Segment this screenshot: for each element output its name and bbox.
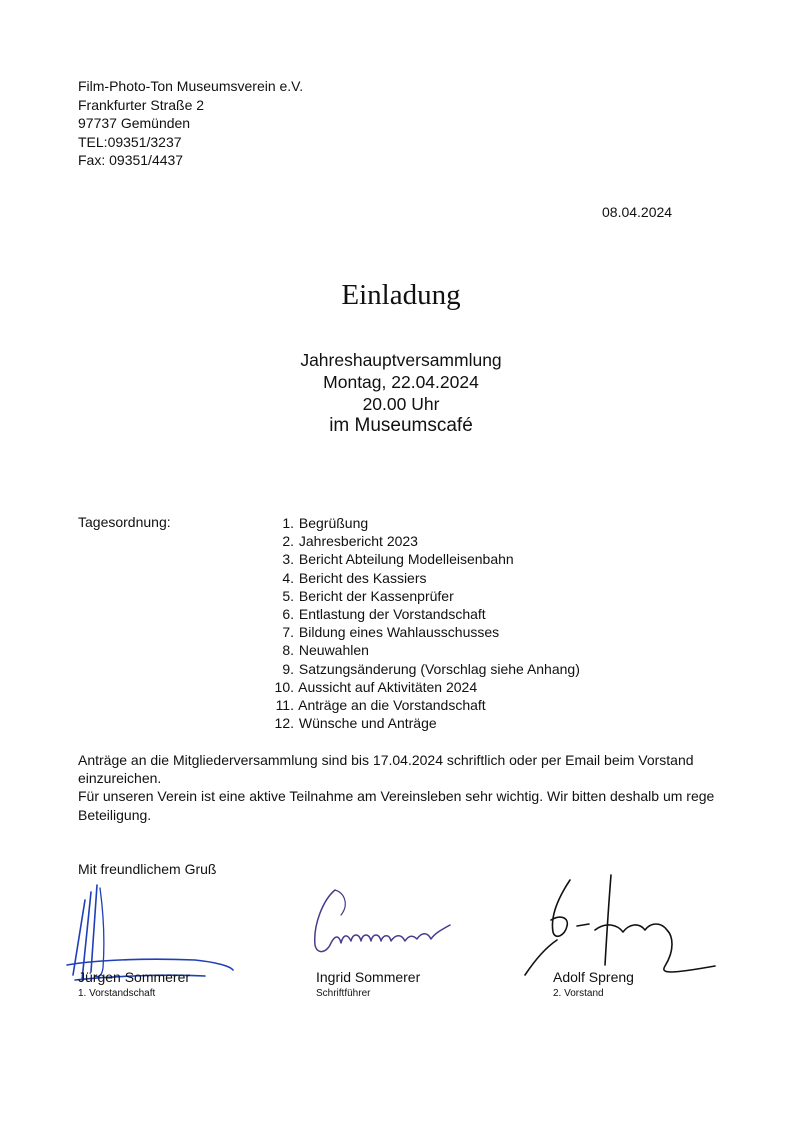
sender-name: Film-Photo-Ton Museumsverein e.V. [78,78,304,94]
signatory-name-1: Jürgen Sommerer [78,969,191,985]
agenda-item [260,569,580,587]
agenda-item [260,623,580,641]
agenda-item-number: 4. [282,569,294,586]
agenda-item-number: 11. [275,697,294,714]
event-details [0,349,802,437]
event-place: im Museumscafé [329,415,473,436]
signatory-name-2: Ingrid Sommerer [316,969,421,985]
agenda-item-number: 12. [274,715,294,732]
agenda-item-text: Bericht Abteilung Modelleisenbahn [298,551,514,568]
agenda-item [260,532,580,550]
agenda-item-text: Wünsche und Anträge [298,715,437,732]
sender-street: Frankfurter Straße 2 [78,96,205,113]
agenda-item-text: Aussicht auf Aktivitäten 2024 [298,678,478,695]
agenda-item-number: 9. [282,660,294,677]
agenda-item-text: Jahresbericht 2023 [298,533,418,550]
event-day: Montag, 22.04.2024 [323,372,479,392]
agenda-item-text: Bildung eines Wahlausschusses [298,624,500,641]
closing-greeting: Mit freundlichem Gruß [78,861,217,877]
document-title: Einladung [341,279,461,311]
sender-city: 97737 Gemünden [78,115,191,131]
agenda-item-text: Bericht der Kassenprüfer [298,587,454,604]
agenda-item-number: 3. [282,551,294,568]
letter-date: 08.04.2024 [602,204,673,220]
body-paragraph-participation: Für unseren Verein ist eine aktive Teilnahme am Vereinsleben sehr wichtig. Wir bitten deshalb um rege Beteiligung. [78,788,715,823]
signatory-role-1: 1. Vorstandschaft [78,988,156,999]
sender-address [78,77,303,170]
signatory-role-2: Schriftführer [316,988,371,999]
signatory-role-3: 2. Vorstand [553,988,604,999]
body-paragraph-deadline: Anträge an die Mitgliederversammlung sind bis 17.04.2024 schriftlich oder per Email beim Vorstand einzureichen. [78,752,694,787]
agenda-label: Tagesordnung: [78,514,171,530]
agenda-item-number: 10. [274,678,294,695]
agenda-list [260,514,580,732]
sender-fax: Fax: 09351/4437 [78,152,184,168]
agenda-item-text: Entlastung der Vorstandschaft [298,606,486,623]
agenda-item-number: 7. [282,624,294,641]
agenda-item-text: Neuwahlen [298,642,369,659]
agenda-item-text: Bericht des Kassiers [298,569,427,586]
agenda-item-number: 2. [282,533,294,550]
agenda-item-number: 5. [282,587,294,604]
event-time: 20.00 Uhr [362,394,440,414]
agenda-item [260,660,580,678]
sender-phone: TEL:09351/3237 [78,133,182,150]
agenda-item [260,641,580,659]
agenda-item [260,550,580,568]
agenda-item [260,714,580,732]
event-name: Jahreshauptversammlung [300,350,502,370]
agenda-item-text: Anträge an die Vorstandschaft [298,697,486,714]
agenda-item-number: 8. [282,642,294,659]
signature-adolf-spreng [515,870,725,985]
agenda-item-number: 6. [282,606,294,623]
agenda-item [260,587,580,605]
agenda-item [260,605,580,623]
agenda-item-number: 1. [282,515,294,531]
signatory-name-3: Adolf Spreng [553,969,634,985]
agenda-item [260,514,580,532]
agenda-item-text: Satzungsänderung (Vorschlag siehe Anhang) [298,660,580,677]
signature-ingrid-sommerer [305,885,465,965]
agenda-item [260,696,580,714]
agenda-item [260,678,580,696]
agenda-item-text: Begrüßung [298,515,369,531]
letter-body [78,751,738,824]
